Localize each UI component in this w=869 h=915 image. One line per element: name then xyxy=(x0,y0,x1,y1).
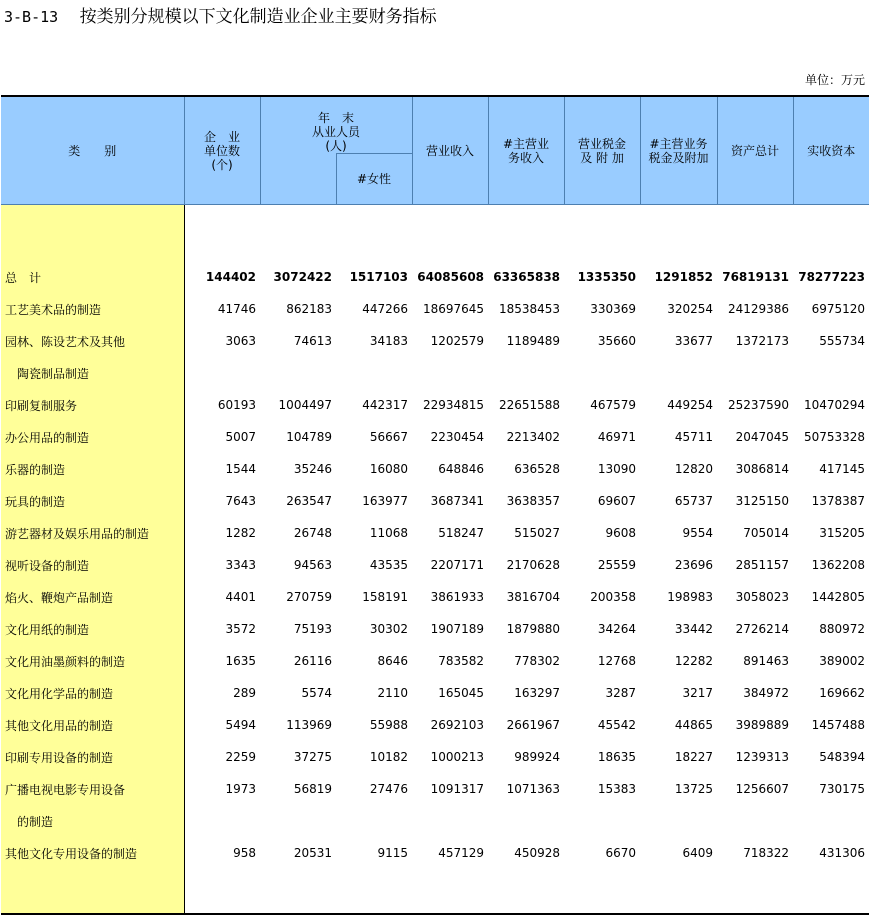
table-title: 按类别分规模以下文化制造业企业主要财务指标 xyxy=(79,7,437,27)
table-row: 视听设备的制造 3343 94563 43535 2207171 2170628 25559 23696 2851157 1362208 xyxy=(1,549,869,581)
table-row: 印刷专用设备的制造 2259 37275 10182 1000213 989924 18635 18227 1239313 548394 xyxy=(1,741,869,773)
table-body xyxy=(1,205,869,915)
unit-label: 单位：万元 xyxy=(804,73,865,87)
header-enterprises: 企 业 单位数 (个) xyxy=(184,96,260,205)
table-row-total: 总 计 144402 3072422 1517103 64085608 63365838 1335350 1291852 76819131 78277223 xyxy=(1,261,869,293)
table-header xyxy=(1,96,869,205)
table-row: 陶瓷制品制造 xyxy=(1,357,869,389)
table-end-row xyxy=(1,869,869,914)
table-row: 其他文化专用设备的制造 958 20531 9115 457129 450928 6670 6409 718322 431306 xyxy=(1,837,869,869)
table-row: 游艺器材及娱乐用品的制造 1282 26748 11068 518247 515027 9608 9554 705014 315205 xyxy=(1,517,869,549)
table-row: 的制造 xyxy=(1,805,869,837)
table-row: 其他文化用品的制造 5494 113969 55988 2692103 2661967 45542 44865 3989889 1457488 xyxy=(1,709,869,741)
header-main-tax: #主营业务 税金及附加 xyxy=(640,96,717,205)
header-employees: 年 末 从业人员 (人) xyxy=(260,96,412,154)
table-row: 广播电视电影专用设备 1973 56819 27476 1091317 1071363 15383 13725 1256607 730175 xyxy=(1,773,869,805)
header-main-revenue: #主营业 务收入 xyxy=(488,96,564,205)
header-category: 类 别 xyxy=(1,96,184,205)
financial-table xyxy=(1,95,869,915)
table-row: 文化用化学品的制造 289 5574 2110 165045 163297 3287 3217 384972 169662 xyxy=(1,677,869,709)
table-row: 印刷复制服务 60193 1004497 442317 22934815 22651588 467579 449254 25237590 10470294 xyxy=(1,389,869,421)
table-row: 工艺美术品的制造 41746 862183 447266 18697645 18538453 330369 320254 24129386 6975120 xyxy=(1,293,869,325)
header-female: #女性 xyxy=(336,154,412,205)
table-row: 焰火、鞭炮产品制造 4401 270759 158191 3861933 3816704 200358 198983 3058023 1442805 xyxy=(1,581,869,613)
table-row: 玩具的制造 7643 263547 163977 3687341 3638357 69607 65737 3125150 1378387 xyxy=(1,485,869,517)
table-row: 乐器的制造 1544 35246 16080 648846 636528 13090 12820 3086814 417145 xyxy=(1,453,869,485)
table-row: 文化用纸的制造 3572 75193 30302 1907189 1879880 34264 33442 2726214 880972 xyxy=(1,613,869,645)
header-employees-blank xyxy=(260,154,336,205)
header-revenue: 营业收入 xyxy=(412,96,488,205)
page-title xyxy=(4,6,437,28)
header-tax: 营业税金 及 附 加 xyxy=(564,96,640,205)
header-assets: 资产总计 xyxy=(717,96,793,205)
table-row: 办公用品的制造 5007 104789 56667 2230454 2213402 46971 45711 2047045 50753328 xyxy=(1,421,869,453)
table-row: 文化用油墨颜料的制造 1635 26116 8646 783582 778302 12768 12282 891463 389002 xyxy=(1,645,869,677)
table-row: 园林、陈设艺术及其他 3063 74613 34183 1202579 1189489 35660 33677 1372173 555734 xyxy=(1,325,869,357)
table-code: 3-B-13 xyxy=(4,8,59,26)
table-spacer-row xyxy=(1,205,869,262)
header-capital: 实收资本 xyxy=(793,96,869,205)
